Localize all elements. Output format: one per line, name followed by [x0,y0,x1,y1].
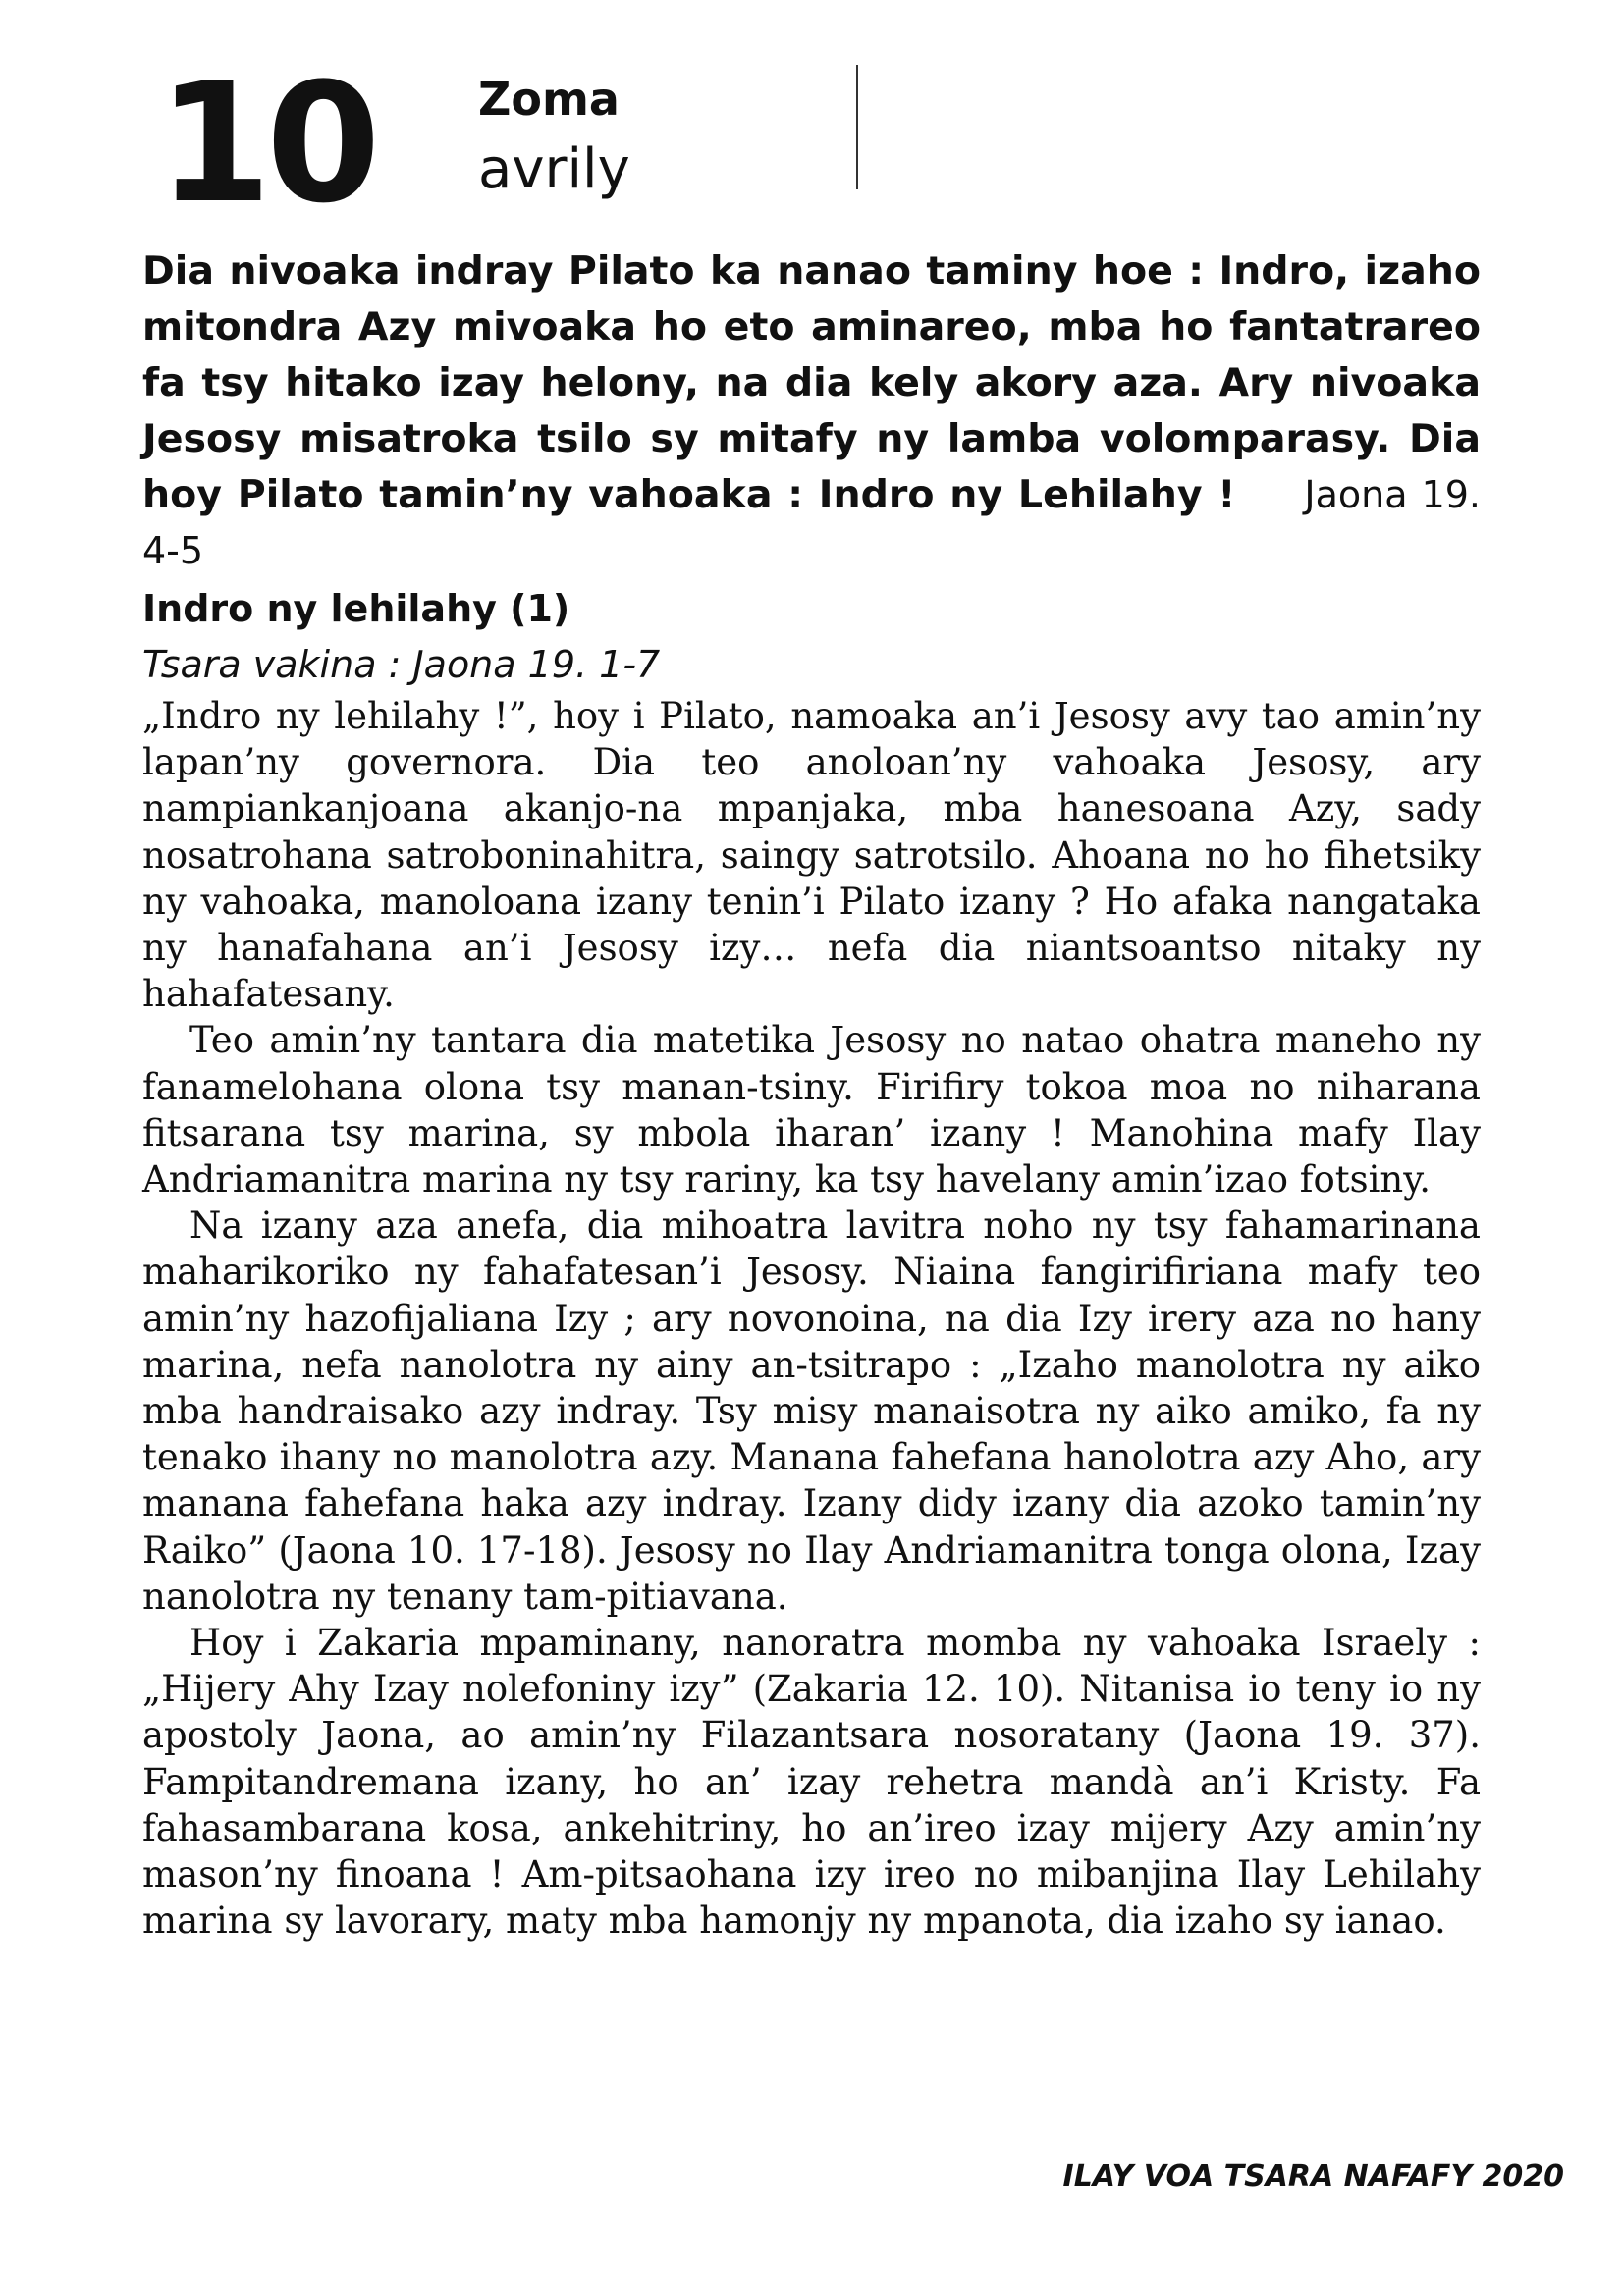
header-divider [856,65,858,189]
devotion-body [142,693,1481,1944]
verse-reference: Jaona 19. 4-5 [142,473,1482,572]
paragraph: „Indro ny lehilahy !”, hoy i Pilato, namoaka an’i Jesosy avy tao amin’ny lapan’ny governora. Dia teo anoloan’ny vahoaka Jesosy, ary nampiankanjoana akanjo-na mpanjaka, mba hanesoana Azy, sady nosatrohana satroboninahitra, saingy satrotsilo. Ahoana no ho fihetsiky ny vahoaka, manoloana izany tenin’i Pilato izany ? Ho afaka nangataka ny hanafahana an’i Jesosy izy… nefa dia niantsoantso nitaky ny hahafatesany. [142,695,1481,1016]
weekday-label: Zoma [478,73,620,126]
day-number: 10 [157,47,375,240]
verse-block [142,243,1481,579]
month-label: avrily [478,137,630,201]
verse-text: Dia nivoaka indray Pilato ka nanao taminy hoe : Indro, izaho mitondra Azy mivoaka ho eto aminareo, mba ho fantatrareo fa tsy hitako izay helony, na dia kely akory aza. Ary nivoaka Jesosy misatroka tsilo sy mitafy ny lamba volomparasy. Dia hoy Pilato tamin’ny vahoaka : Indro ny Lehilahy ! [142,248,1481,517]
devotion-title: Indro ny lehilahy (1) [142,587,570,630]
paragraph: Teo amin’ny tantara dia matetika Jesosy no natao ohatra maneho ny fanamelohana olona tsy manan-tsiny. Firifiry tokoa moa no niharana fitsarana tsy marina, sy mbola iharan’ izany ! Manohina mafy Ilay Andriamanitra marina ny tsy rariny, ka tsy havelany amin’izao fotsiny. [142,1019,1481,1201]
footer-title: ILAY VOA TSARA NAFAFY 2020 [1062,2160,1564,2194]
reading-reference: Tsara vakina : Jaona 19. 1-7 [142,643,661,686]
paragraph: Na izany aza anefa, dia mihoatra lavitra noho ny tsy fahamarinana maharikoriko ny fahafatesan’i Jesosy. Niaina fangirifiriana mafy teo amin’ny hazofijaliana Izy ; ary novonoina, na dia Izy irery aza no hany marina, nefa nanolotra ny ainy an-tsitrapo : „Izaho manolotra ny aiko mba handraisako azy indray. Tsy misy manaisotra ny aiko amiko, fa ny tenako ihany no manolotra azy. Manana fahefana hanolotra azy Aho, ary manana fahefana haka azy indray. Izany didy izany dia azoko tamin’ny Raiko” (Jaona 10. 17-18). Jesosy no Ilay Andriamanitra tonga olona, Izay nanolotra ny tenany tam-pitiavana. [142,1204,1481,1618]
paragraph: Hoy i Zakaria mpaminany, nanoratra momba ny vahoaka Israely : „Hijery Ahy Izay nolefoniny izy” (Zakaria 12. 10). Nitanisa io teny io ny apostoly Jaona, ao amin’ny Filazantsara nosoratany (Jaona 19. 37). Fampitandremana izany, ho an’ izay rehetra mandà an’i Kristy. Fa fahasambarana kosa, ankehitriny, ho an’ireo izay mijery Azy amin’ny mason’ny finoana ! Am-pitsaohana izy ireo no mibanjina Ilay Lehilahy marina sy lavorary, maty mba hamonjy ny mpanota, dia izaho sy ianao. [142,1622,1481,1943]
